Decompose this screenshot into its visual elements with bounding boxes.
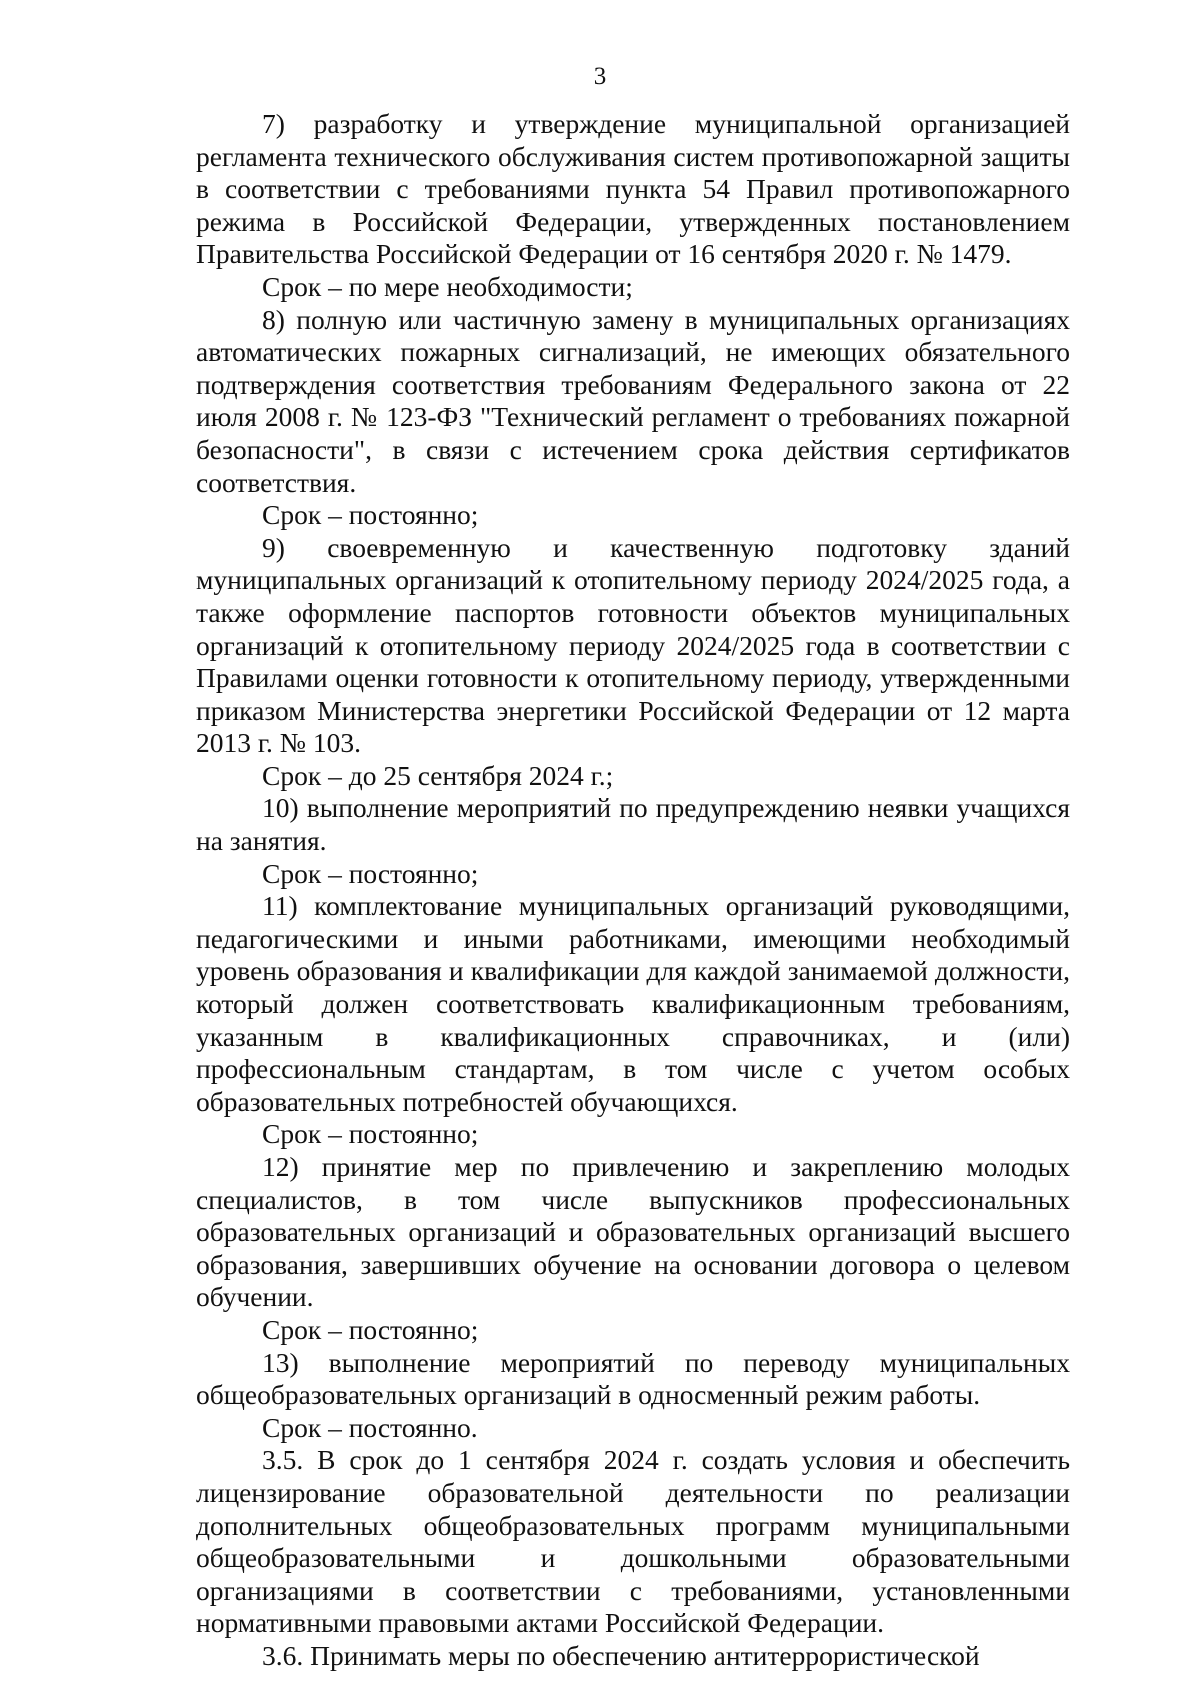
item-13-paragraph: 13) выполнение мероприятий по переводу муниципальных общеобразовательных организаций в односменный режим работы. (196, 1346, 1070, 1411)
document-body (196, 108, 1070, 1673)
page-number: 3 (593, 63, 607, 90)
item-9-paragraph: 9) своевременную и качественную подготовку зданий муниципальных организаций к отопительному периоду 2024/2025 года, а также оформление паспортов готовности объектов муниципальных организаций к отопительному периоду 2024/2025 года в соответствии с Правилами оценки готовности к отопительному периоду, утвержденными приказом Министерства энергетики Российской Федерации от 12 марта 2013 г. № 103. (196, 531, 1070, 759)
deadline-line: Срок – постоянно; (262, 499, 479, 531)
item-11-paragraph: 11) комплектование муниципальных организаций руководящими, педагогическими и иными работниками, имеющими необходимый уровень образования и квалификации для каждой занимаемой должности, который должен соответствовать квалификационным требованиям, указанным в квалификационных справочниках, и (или) профессиональным стандартам, в том числе с учетом особых образовательных потребностей обучающихся. (196, 890, 1070, 1117)
deadline-line: Срок – постоянно. (262, 1411, 478, 1443)
item-7-paragraph: 7) разработку и утверждение муниципальной организацией регламента технического обслуживания систем противопожарной защиты в соответствии с требованиями пункта 54 Правил противопожарного режима в Российской Федерации, утвержденных постановлением Правительства Российской Федерации от 16 сентября 2020 г. № 1479. (196, 108, 1070, 270)
section-3-5-paragraph: 3.5. В срок до 1 сентября 2024 г. создать условия и обеспечить лицензирование образовательной деятельности по реализации дополнительных общеобразовательных программ муниципальными общеобразовательными и дошкольными образовательными организациями в соответствии с требованиями, установленными нормативными правовыми актами Российской Федерации. (196, 1444, 1070, 1639)
deadline-line: Срок – постоянно; (262, 1313, 479, 1345)
section-3-6-paragraph: 3.6. Принимать меры по обеспечению антитеррористической (262, 1639, 980, 1671)
item-10-paragraph: 10) выполнение мероприятий по предупреждению неявки учащихся на занятия. (196, 792, 1070, 857)
deadline-line: Срок – до 25 сентября 2024 г.; (262, 759, 614, 791)
deadline-line: Срок – по мере необходимости; (262, 270, 633, 302)
item-8-paragraph: 8) полную или частичную замену в муниципальных организациях автоматических пожарных сигнализаций, не имеющих обязательного подтверждения соответствия требованиям Федерального закона от 22 июля 2008 г. № 123-ФЗ "Технический регламент о требованиях пожарной безопасности", в связи с истечением срока действия сертификатов соответствия. (196, 303, 1070, 498)
deadline-line: Срок – постоянно; (262, 857, 479, 889)
item-12-paragraph: 12) принятие мер по привлечению и закреплению молодых специалистов, в том числе выпускников профессиональных образовательных организаций и образовательных организаций высшего образования, завершивших обучение на основании договора о целевом обучении. (196, 1151, 1070, 1313)
deadline-line: Срок – постоянно; (262, 1118, 479, 1150)
